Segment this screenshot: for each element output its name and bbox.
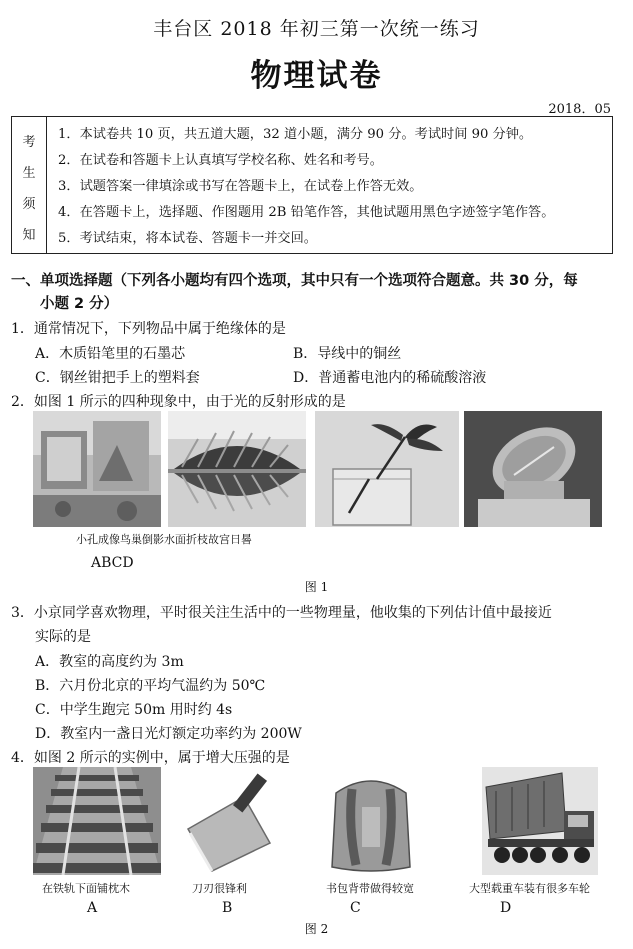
figure-2-caption-d: 大型载重车装有很多车轮 (469, 882, 590, 895)
figure-1-label: 图 1 (304, 580, 329, 594)
notice-item: 4．在答题卡上，选择题、作图题用 2B 铅笔作答，其他试题用黑色字迹签字笔作答。 (58, 205, 555, 220)
figure-2-caption-b: 刀刃很锋利 (192, 882, 247, 895)
q1-option-c: C．钢丝钳把手上的塑料套 (35, 370, 200, 386)
notice-item: 5．考试结束，将本试卷、答题卡一并交回。 (58, 231, 317, 246)
notice-side-char: 须 (22, 197, 36, 212)
notice-side-char: 生 (22, 166, 36, 181)
figure-1-captions: 小孔成像鸟巢倒影水面折枝故宫日晷 (76, 533, 252, 546)
notice-side-char: 考 (22, 135, 36, 150)
exam-subtitle: 物理试卷 (250, 58, 383, 94)
q3-option-d: D．教室内一盏日光灯额定功率约为 200W (35, 726, 302, 742)
notice-item: 2．在试卷和答题卡上认真填写学校名称、姓名和考号。 (58, 153, 383, 168)
question-2-stem: 2．如图 1 所示的四种现象中，由于光的反射形成的是 (11, 394, 346, 410)
sundial-photo (464, 411, 602, 527)
figure-2-letter-d: D (500, 900, 512, 916)
notice-box (11, 116, 613, 254)
notice-side-label (12, 117, 47, 253)
q1-option-a: A．木质铅笔里的石墨芯 (35, 346, 186, 362)
figure-2-caption-a: 在铁轨下面铺枕木 (42, 882, 130, 895)
q1-option-d: D．普通蓄电池内的稀硫酸溶液 (293, 370, 487, 386)
q3-option-a: A．教室的高度约为 3m (35, 654, 184, 670)
heavy-truck-photo (482, 767, 598, 875)
q3-option-c: C．中学生跑完 50m 用时约 4s (35, 702, 233, 718)
exam-title: 丰台区 2018 年初三第一次统一练习 (153, 18, 480, 40)
section-heading-cont: 小题 2 分） (40, 296, 119, 312)
cleaver-knife-photo (182, 767, 290, 875)
figure-2-caption-c: 书包背带做得较宽 (326, 882, 414, 895)
bent-stem-in-water-photo (315, 411, 459, 527)
notice-side-char: 知 (22, 228, 36, 243)
birds-nest-reflection-photo (168, 411, 306, 527)
figure-2-label: 图 2 (304, 922, 329, 936)
notice-item: 1．本试卷共 10 页，共五道大题，32 道小题，满分 90 分。考试时间 90 分钟。 (58, 127, 533, 142)
backpack-photo (322, 767, 420, 875)
question-3-stem: 3．小京同学喜欢物理，平时很关注生活中的一些物理量，他收集的下列估计值中最接近 (11, 605, 552, 621)
section-heading: 一、单项选择题（下列各小题均有四个选项，其中只有一个选项符合题意。共 30 分，每 (11, 273, 578, 289)
question-4-stem: 4．如图 2 所示的实例中，属于增大压强的是 (11, 750, 290, 766)
figure-2-letter-a: A (87, 900, 98, 916)
q3-option-b: B．六月份北京的平均气温约为 50℃ (35, 678, 266, 694)
exam-date: 2018．05 (548, 102, 611, 117)
q1-option-b: B．导线中的铜丝 (293, 346, 402, 362)
question-3-stem-cont: 实际的是 (35, 629, 91, 645)
figure-2-letter-c: C (350, 900, 361, 916)
pinhole-image-photo (33, 411, 161, 527)
figure-1-letters: ABCD (91, 555, 134, 571)
notice-item: 3．试题答案一律填涂或书写在答题卡上，在试卷上作答无效。 (58, 179, 423, 194)
railway-sleepers-photo (33, 767, 161, 875)
question-1-stem: 1．通常情况下，下列物品中属于绝缘体的是 (11, 321, 286, 337)
figure-2-letter-b: B (222, 900, 233, 916)
